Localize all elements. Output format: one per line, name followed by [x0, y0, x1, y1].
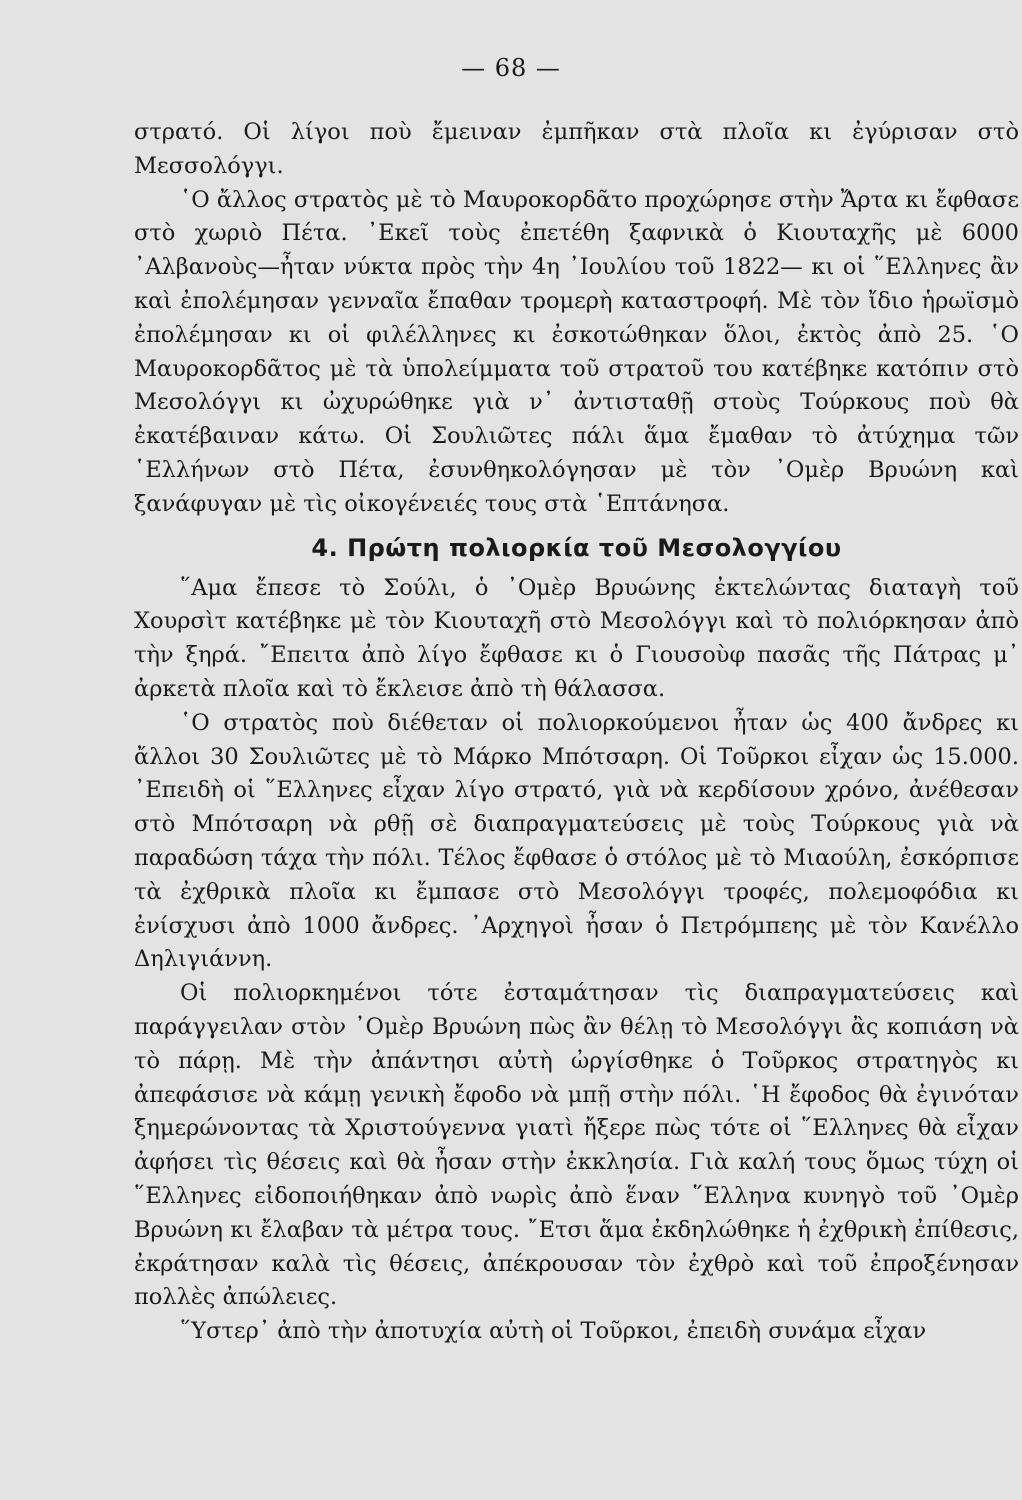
paragraph: ῾Ο στρατὸς ποὺ διέθεταν οἱ πολιορκούμενοι ἦταν ὡς 400 ἄνδρες κι ἄλλοι 30 Σουλιῶτες μὲ τὸ Μάρκο Μπότσαρη. Οἱ Τοῦρκοι εἶχαν ὡς 15.000. ᾿Επειδὴ οἱ ῞Ελληνες εἶχαν λίγο στρατό, γιὰ νὰ κερδίσουν χρόνο, ἀνέθεσαν στὸ Μπότσαρη νὰ ρθῇ σὲ διαπραγματεύσεις μὲ τοὺς Τούρκους γιὰ νὰ παραδώση τάχα τὴν πόλι. Τέλος ἔφθασε ὁ στόλος μὲ τὸ Μιαούλη, ἐσκόρπισε τὰ ἐχθρικὰ πλοῖα κι ἔμπασε στὸ Μεσολόγγι τροφές, πολεμοφόδια κι ἐνίσχυσι ἀπὸ 1000 ἄνδρες. ᾿Αρχηγοὶ ἦσαν ὁ Πετρόμπεης μὲ τὸν Κανέλλο Δηλιγιάννη. [134, 709, 1019, 973]
paragraph: ῞Αμα ἔπεσε τὸ Σούλι, ὁ ᾿Ομὲρ Βρυώνης ἐκτελώντας διαταγὴ τοῦ Χουρσὶτ κατέβηκε μὲ τὸν Κιουταχῆ στὸ Μεσολόγγι καὶ τὸ πολιόρκησαν ἀπὸ τὴν ξηρά. ῎Επειτα ἀπὸ λίγο ἔφθασε κι ὁ Γιουσοὺφ πασᾶς τῆς Πάτρας μ᾿ ἀρκετὰ πλοῖα καὶ τὸ ἔκλεισε ἀπὸ τὴ θάλασσα. [134, 574, 1019, 702]
page-number: — 68 — [461, 54, 561, 82]
paragraph: Οἱ πολιορκημένοι τότε ἐσταμάτησαν τὶς διαπραγματεύσεις καὶ παράγγειλαν στὸν ᾿Ομὲρ Βρυώνη πὼς ἂν θέλῃ τὸ Μεσολόγγι ἂς κοπιάση νὰ τὸ πάρῃ. Μὲ τὴν ἀπάντησι αὐτὴ ὠργίσθηκε ὁ Τοῦρκος στρατηγὸς κι ἀπεφάσισε νὰ κάμῃ γενικὴ ἔφοδο νὰ μπῇ στὴν πόλι. ῾Η ἔφοδος θὰ ἐγινόταν ξημερώνοντας τὰ Χριστούγεννα γιατὶ ἤξερε πὼς τότε οἱ ῞Ελληνες θὰ εἶχαν ἀφήσει τὶς θέσεις καὶ θὰ ἦσαν στὴν ἐκκλησία. Γιὰ καλή τους ὅμως τύχη οἱ ῞Ελληνες εἰδοποιήθηκαν ἀπὸ νωρὶς ἀπὸ ἕναν ῞Ελληνα κυνηγὸ τοῦ ᾿Ομὲρ Βρυώνη κι ἔλαβαν τὰ μέτρα τους. ῎Ετσι ἅμα ἐκδηλώθηκε ἡ ἐχθρικὴ ἐπίθεσις, ἐκράτησαν καλὰ τὶς θέσεις, ἀπέκρουσαν τὸν ἐχθρὸ καὶ τοῦ ἐπροξένησαν πολλὲς ἀπώλειες. [134, 980, 1019, 1311]
paragraph: ῾Ο ἄλλος στρατὸς μὲ τὸ Μαυροκορδᾶτο προχώρησε στὴν Ἄρτα κι ἔφθασε στὸ χωριὸ Πέτα. ᾿Εκεῖ τοὺς ἐπετέθη ξαφνικὰ ὁ Κιουταχῆς μὲ 6000 ᾿Αλβανοὺς—ἦταν νύκτα πρὸς τὴν 4η ᾿Ιουλίου τοῦ 1822— κι οἱ ῞Ελληνες ἂν καὶ ἐπολέμησαν γενναῖα ἔπαθαν τρομερὴ καταστροφή. Μὲ τὸν ἴδιο ἡρωϊσμὸ ἐπολέμησαν κι οἱ φιλέλληνες κι ἐσκοτώθηκαν ὅλοι, ἐκτὸς ἀπὸ 25. ῾Ο Μαυροκορδᾶτος μὲ τὰ ὑπολείμματα τοῦ στρατοῦ του κατέβηκε κατόπιν στὸ Μεσολόγγι κι ὠχυρώθηκε γιὰ ν᾿ ἀντισταθῇ στοὺς Τούρκους ποὺ θὰ ἐκατέβαιναν κάτω. Οἱ Σουλιῶτες πάλι ἅμα ἔμαθαν τὸ ἀτύχημα τῶν ῾Ελλήνων στὸ Πέτα, ἐσυνθηκολόγησαν μὲ τὸν ᾿Ομὲρ Βρυώνη καὶ ξανάφυγαν μὲ τὶς οἰκογένειές τους στὰ ῾Επτάνησα. [134, 186, 1019, 517]
section-heading: 4. Πρώτη πολιορκία τοῦ Μεσολογγίου [311, 533, 842, 562]
paragraph: στρατό. Οἱ λίγοι ποὺ ἔμειναν ἐμπῆκαν στὰ πλοῖα κι ἐγύρισαν στὸ Μεσσολόγγι. [134, 119, 1019, 179]
paragraph: ῞Υστερ᾿ ἀπὸ τὴν ἀποτυχία αὐτὴ οἱ Τοῦρκοι, ἐπειδὴ συνάμα εἶχαν [180, 1318, 927, 1345]
body-text [134, 116, 1019, 1349]
